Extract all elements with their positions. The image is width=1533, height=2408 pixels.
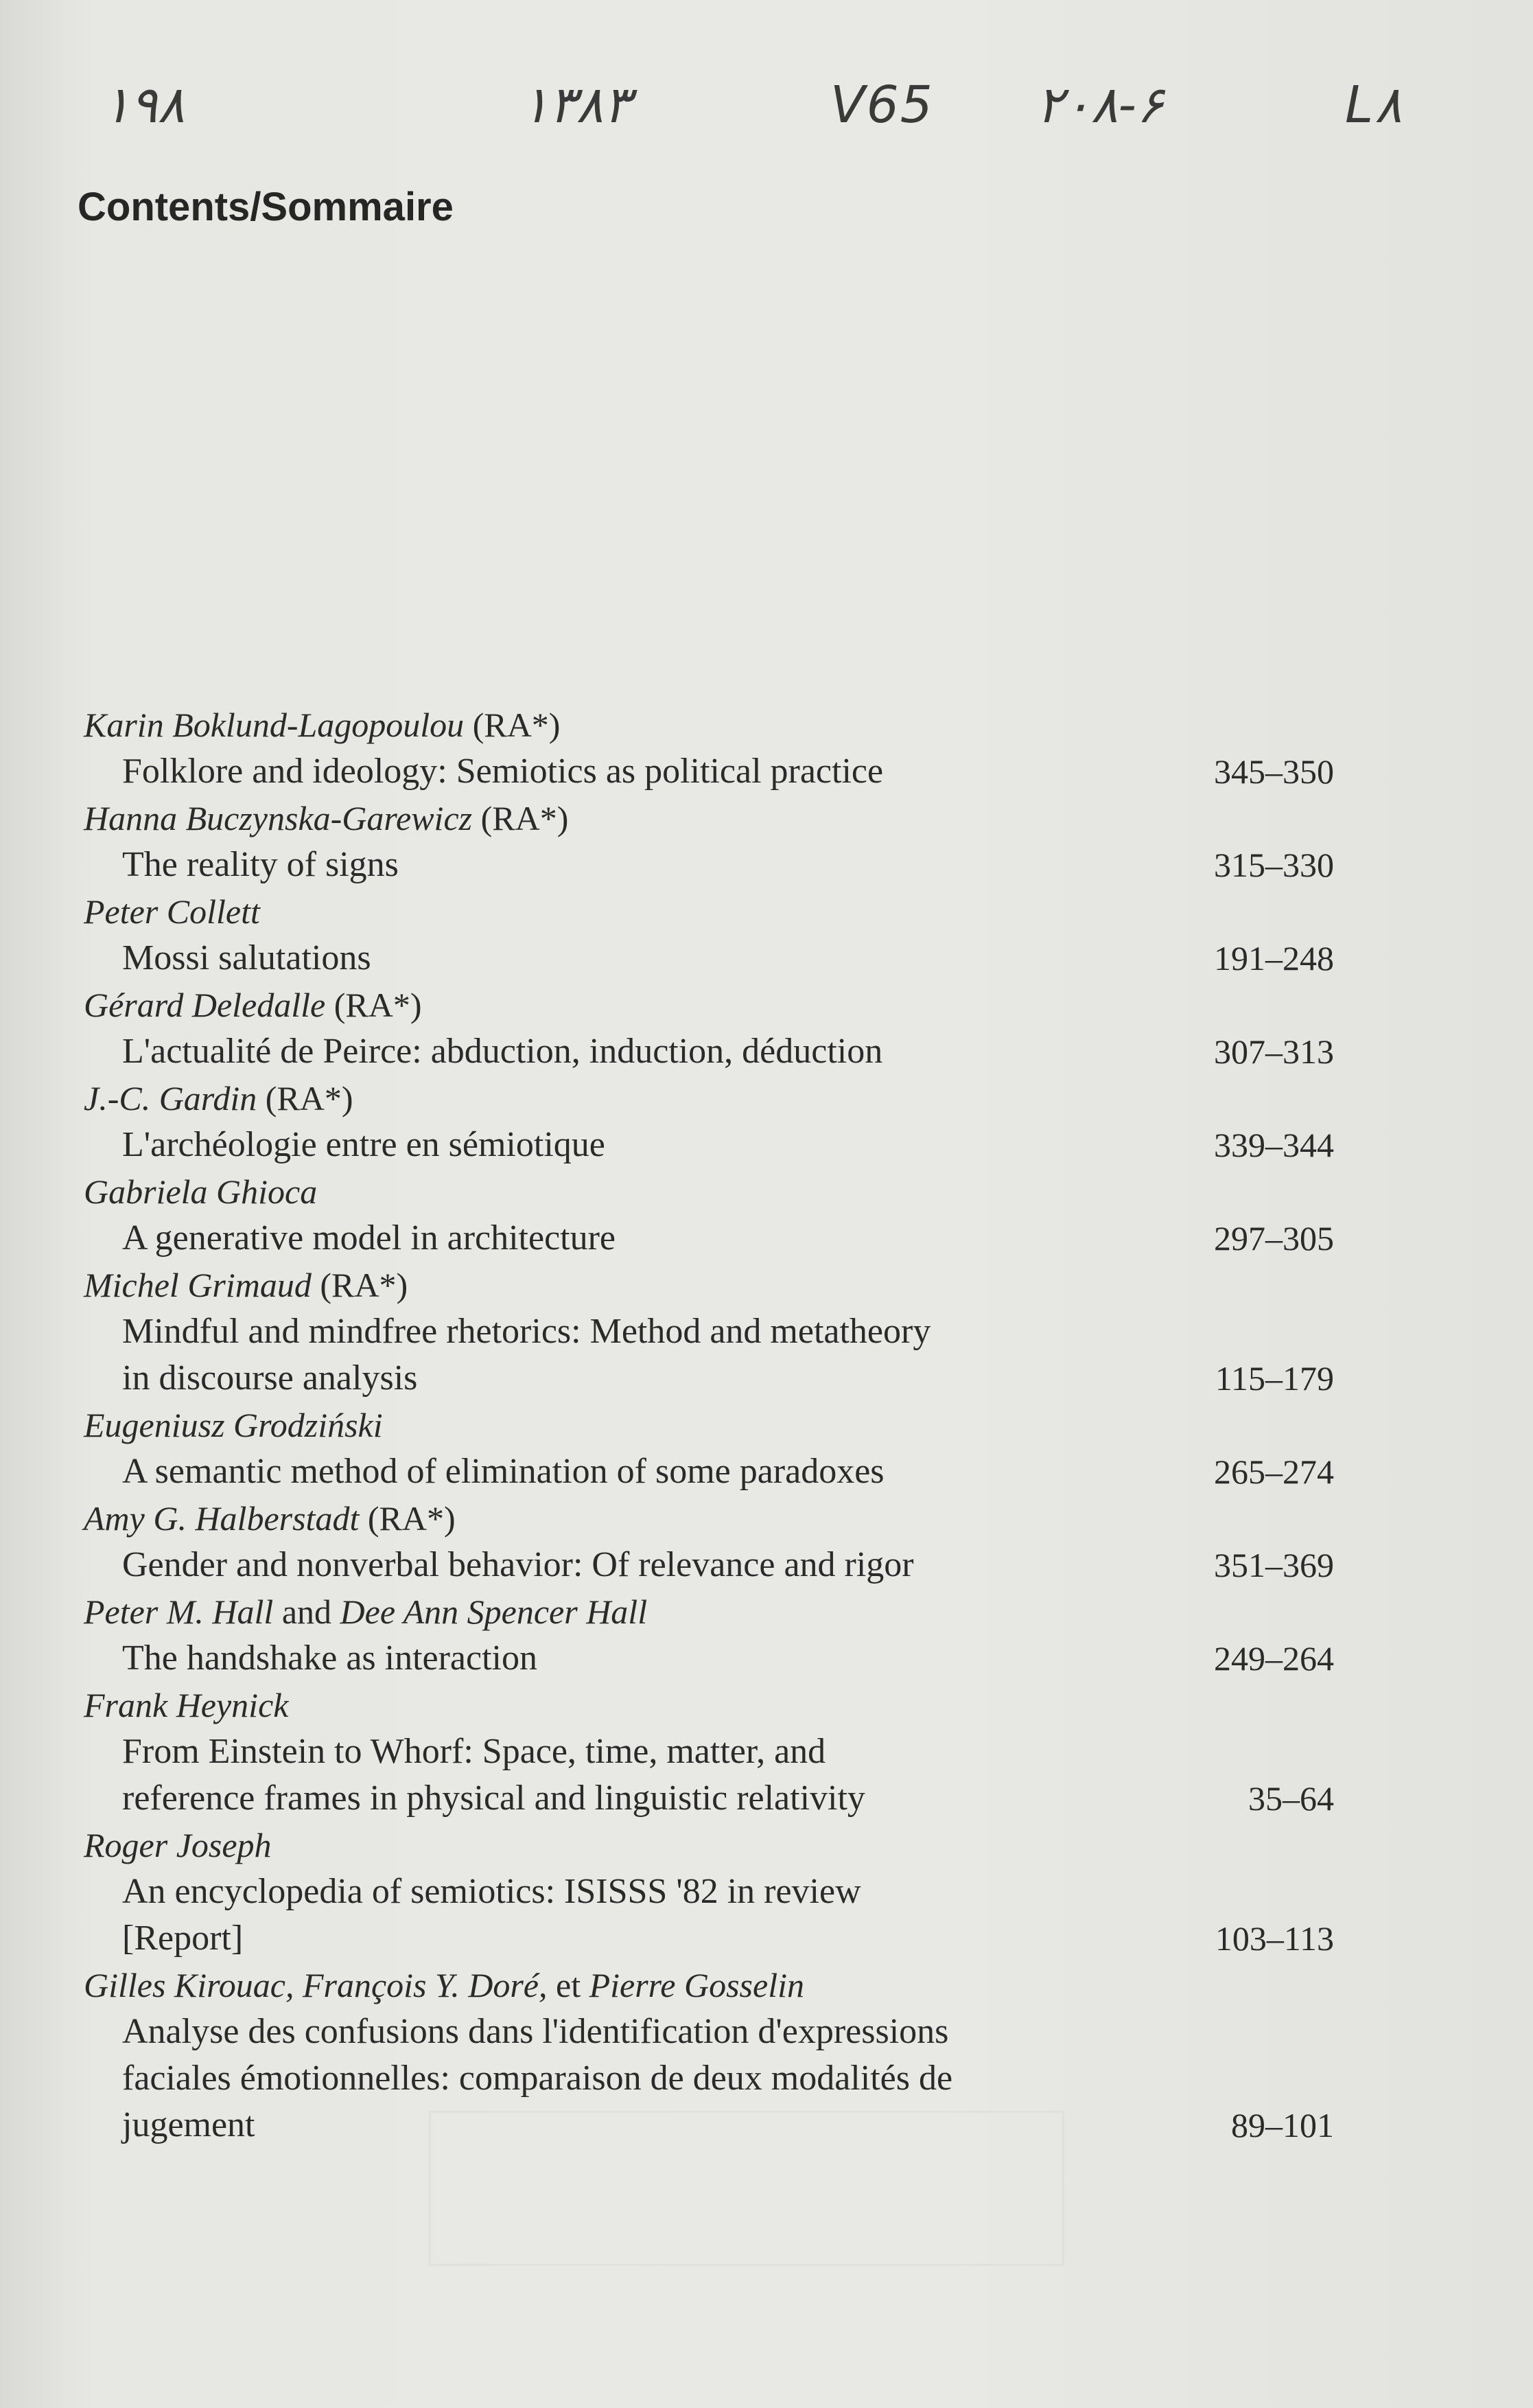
entry-article [84,1728,1334,1822]
entry-author [84,1495,1319,1542]
entry-article [84,842,1334,888]
entry-author [84,702,1319,748]
author-note: (RA*) [472,799,569,837]
article-title-line: Mindful and mindfree rhetorics: Method and metatheory [122,1312,931,1351]
author-name: Roger Joseph [84,1826,272,1864]
article-title-line: A semantic method of elimination of some paradoxes [122,1452,885,1491]
entry-article [84,1122,1334,1168]
contents-entry [84,1075,1334,1168]
handwritten-mark: V65 [830,76,934,135]
article-title-line: reference frames in physical and linguistic relativity [122,1779,865,1818]
contents-entry [84,795,1334,888]
author-name: Frank Heynick [84,1686,289,1724]
page-range: 265–274 [1214,1452,1334,1491]
entry-author [84,1962,1319,2008]
library-stamp-ghost [429,2111,1064,2266]
article-title-line: Analyse des confusions dans l'identification d'expressions [122,2012,949,2051]
author-name: Amy G. Halberstadt [84,1499,360,1538]
article-title-line: L'actualité de Peirce: abduction, induction, déduction [122,1032,883,1071]
contents-entry [84,982,1334,1075]
article-title-line: The handshake as interaction [122,1639,537,1678]
page-range: 35–64 [1248,1779,1334,1818]
author-name: J.-C. Gardin [84,1079,257,1118]
entry-author [84,1168,1319,1215]
entry-article [84,1028,1334,1075]
author-name: Gérard Deledalle [84,986,326,1024]
article-title-line: A generative model in architecture [122,1218,616,1258]
author-name: Peter Collett [84,892,260,931]
page-range: 315–330 [1214,846,1334,884]
page-range: 339–344 [1214,1126,1334,1164]
entry-author [84,795,1319,842]
article-title-line: An encyclopedia of semiotics: ISISSS '82 in review [122,1872,861,1911]
page-range: 307–313 [1214,1032,1334,1071]
author-note: (RA*) [359,1499,456,1538]
entry-author [84,1682,1319,1728]
entry-article [84,1542,1334,1588]
article-title-line: Gender and nonverbal behavior: Of relevance and rigor [122,1545,914,1584]
author-name: Gilles Kirouac, François Y. Doré, [84,1966,548,2004]
page-title: Contents/Sommaire [78,185,454,229]
author-name: Gabriela Ghioca [84,1172,318,1211]
article-title-line: in discourse analysis [122,1358,418,1398]
entry-article [84,748,1334,795]
entry-author [84,1402,1319,1448]
entry-article [84,1868,1334,1962]
contents-list [84,702,1334,2149]
author-note: (RA*) [464,706,561,744]
entry-author [84,888,1319,935]
page-range: 191–248 [1214,939,1334,977]
author-name: Pierre Gosselin [589,1966,804,2004]
author-name: Eugeniusz Grodziński [84,1406,383,1444]
entry-article [84,1308,1334,1402]
author-note: (RA*) [325,986,422,1024]
contents-entry [84,1495,1334,1588]
handwritten-annotations [0,76,1533,151]
author-note: (RA*) [257,1079,353,1118]
article-title-line: jugement [122,2105,255,2144]
page-range: 351–369 [1214,1546,1334,1584]
author-name: Michel Grimaud [84,1266,312,1304]
author-name: Dee Ann Spencer Hall [340,1593,648,1631]
contents-entry [84,1822,1334,1962]
entry-author [84,1822,1319,1868]
author-note: et [547,1966,589,2004]
contents-entry [84,1402,1334,1495]
entry-article [84,1448,1334,1495]
article-title-line: faciales émotionnelles: comparaison de deux modalités de [122,2059,953,2098]
page-range: 115–179 [1215,1359,1334,1398]
article-title-line: L'archéologie entre en sémiotique [122,1125,605,1164]
handwritten-mark: L۸ [1345,76,1402,135]
page-range: 297–305 [1214,1219,1334,1258]
handwritten-mark: ۲۰۸-۶ [1036,76,1164,135]
handwritten-mark: ۱۳۸۳ [522,76,631,135]
contents-entry [84,1682,1334,1822]
page-range: 89–101 [1231,2106,1334,2144]
handwritten-mark: ۱۹۸ [103,76,185,135]
author-note: (RA*) [311,1266,408,1304]
entry-article [84,935,1334,982]
article-title-line: The reality of signs [122,845,399,884]
contents-entry [84,888,1334,982]
entry-author [84,1262,1319,1308]
article-title-line: Mossi salutations [122,938,371,977]
page-range: 249–264 [1214,1639,1334,1678]
entry-author [84,1075,1319,1122]
entry-author [84,1588,1319,1635]
contents-entry [84,1168,1334,1262]
page-range: 345–350 [1214,752,1334,791]
entry-article [84,1635,1334,1682]
author-name: Karin Boklund-Lagopoulou [84,706,465,744]
entry-author [84,982,1319,1028]
contents-entry [84,1588,1334,1682]
contents-entry [84,1262,1334,1402]
article-title-line: Folklore and ideology: Semiotics as political practice [122,752,884,791]
author-name: Peter M. Hall [84,1593,274,1631]
contents-entry [84,702,1334,795]
page-range: 103–113 [1215,1919,1334,1958]
entry-article [84,1215,1334,1262]
author-name: Hanna Buczynska-Garewicz [84,799,473,837]
article-title-line: [Report] [122,1919,244,1958]
author-note: and [273,1593,340,1631]
article-title-line: From Einstein to Whorf: Space, time, matter, and [122,1732,826,1771]
